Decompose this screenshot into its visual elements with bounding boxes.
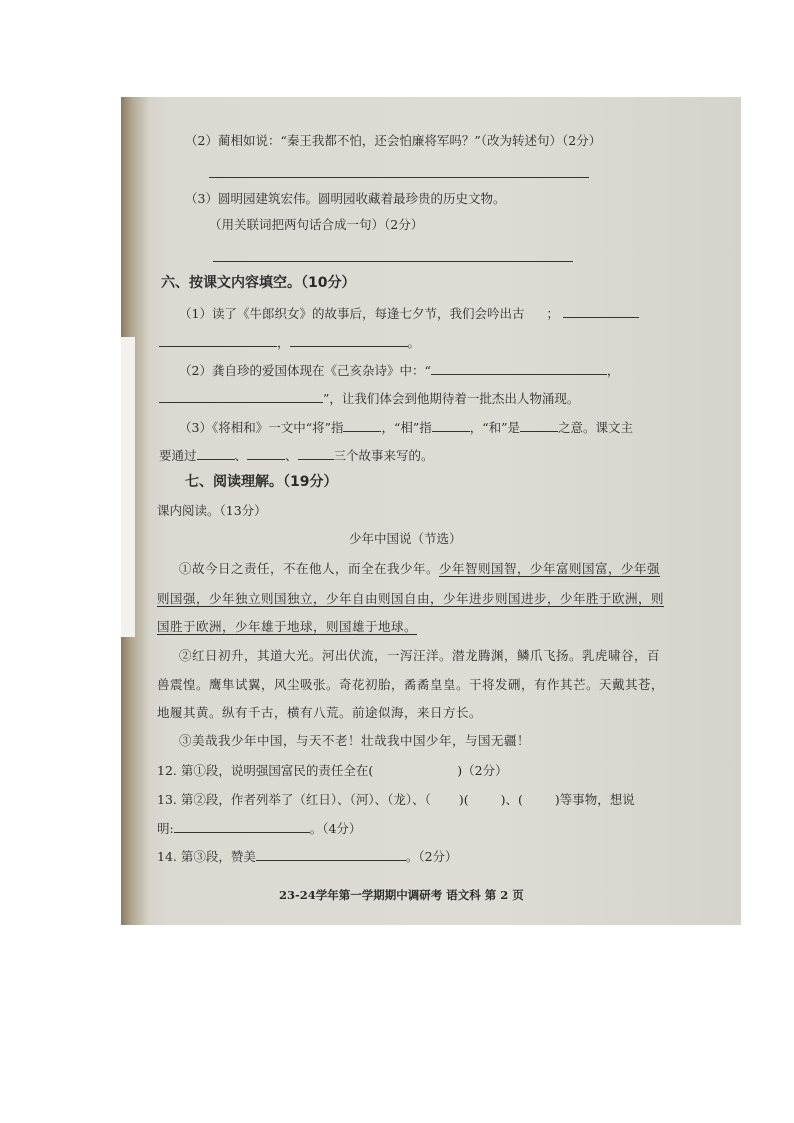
s6-q3-blank-6[interactable] <box>298 447 334 460</box>
section-6-title: 六、按课文内容填空。（10分） <box>161 275 356 291</box>
s6-q1-semicolon: ； <box>546 306 559 321</box>
s6-q3-sep-2: 、 <box>285 448 298 463</box>
q14-blank[interactable] <box>256 848 406 861</box>
s6-q1-blank-1[interactable] <box>563 305 639 318</box>
passage-p3-line1: ③美哉我少年中国，与天不老！壮哉我中国少年，与国无疆！ <box>179 733 531 748</box>
s6-q1-blank-3[interactable] <box>290 334 408 347</box>
question-3-text: （3）圆明园建筑宏伟。圆明园收藏着最珍贵的历史文物。 <box>185 191 506 206</box>
s6-q1-blank-2[interactable] <box>159 334 277 347</box>
page-fold <box>121 337 135 637</box>
q12-score: )（2分） <box>457 763 508 778</box>
q13-sep-2: )、( <box>500 792 523 807</box>
s6-q2-line <box>179 361 619 379</box>
q14-text: 14. 第③段，赞美 <box>157 849 256 864</box>
s6-q3-blank-2[interactable] <box>432 419 470 432</box>
s6-q2-text: （2）龚自珍的爱国体现在《己亥杂诗》中：“ <box>179 363 431 378</box>
answer-line-2[interactable] <box>209 177 589 178</box>
passage-title: 少年中国说（节选） <box>349 531 462 546</box>
passage-p2-line1: ②红日初升，其道大光。河出伏流，一泻汪洋。潜龙腾渊，鳞爪飞扬。乳虎啸谷，百 <box>179 648 661 663</box>
p1-line1-plain: ①故今日之责任，不在他人，而全在我少年。 <box>179 561 440 576</box>
passage-p1-line1 <box>179 559 660 577</box>
s6-q3-blank-5[interactable] <box>247 447 285 460</box>
s6-q3-blank-4[interactable] <box>197 447 235 460</box>
p1-line1-underlined: 少年智则国智，少年富则国富，少年强 <box>439 561 661 576</box>
s6-q3-line <box>179 418 633 436</box>
s6-q3-line-2 <box>159 446 434 464</box>
s6-q3-text-e: 要通过 <box>159 448 197 463</box>
q12-line <box>157 761 508 779</box>
s6-q1-line <box>179 304 639 322</box>
s6-q2-blank-1[interactable] <box>431 362 607 375</box>
q13-blank[interactable] <box>174 820 310 833</box>
q14-score: 。（2分） <box>405 849 458 864</box>
section-7-title: 七、阅读理解。（19分） <box>185 474 338 490</box>
q13-text-e: 明: <box>157 821 174 836</box>
page-footer: 23-24学年第一学期期中调研考 语文科 第 2 页 <box>279 888 524 902</box>
s6-q1-end: 。 <box>407 335 421 350</box>
s6-q2-line-2 <box>159 389 579 407</box>
s6-q3-blank-1[interactable] <box>343 419 381 432</box>
q13-line-2 <box>157 819 361 837</box>
s6-q3-text-b: ，“相”指 <box>381 420 432 435</box>
s6-q2-comma: ， <box>606 363 620 378</box>
q13-sep-1: )( <box>458 792 469 807</box>
s6-q3-blank-3[interactable] <box>520 419 558 432</box>
s6-q1-line-2: ， 。 <box>159 333 420 351</box>
question-3-instruction: （用关联词把两句话合成一句）（2分） <box>209 217 424 232</box>
s6-q1-text: （1）读了《牛郎织女》的故事后，每逢七夕节，我们会吟出古 <box>179 306 525 321</box>
s6-q3-text-f: 三个故事来写的。 <box>333 448 434 463</box>
s6-q3-text-c: ，“和”是 <box>469 420 521 435</box>
q12-text: 12. 第①段，说明强国富民的责任全在( <box>157 763 374 778</box>
q13-text-end: )等事物，想说 <box>554 792 635 807</box>
passage-p1-line3: 国胜于欧洲，少年雄于地球，则国雄于地球。 <box>157 619 418 634</box>
passage-p1-line2: 则国强，少年独立则国独立，少年自由则国自由，少年进步则国进步，少年胜于欧洲，则 <box>157 591 665 606</box>
s6-q3-text-d: 之意。课文主 <box>558 420 634 435</box>
s6-q3-text-a: （3）《将相和》一文中“将”指 <box>179 420 344 435</box>
q14-line <box>157 847 458 865</box>
s6-q2-text-2: ”，让我们体会到他期待着一批杰出人物涌现。 <box>323 391 580 406</box>
question-2-text: （2）蔺相如说：“秦王我都不怕，还会怕廉将军吗？”（改为转述句）（2分） <box>185 133 602 148</box>
s6-q2-blank-2[interactable] <box>159 390 323 403</box>
s6-q3-sep-1: 、 <box>234 448 248 463</box>
exam-page-photo <box>121 97 741 925</box>
passage-p2-line3: 地履其黄。纵有千古，横有八荒。前途似海，来日方长。 <box>157 705 483 720</box>
q13-score: 。（4分） <box>309 821 362 836</box>
q13-text: 13. 第②段，作者列举了（红日）、（河）、（龙）、（ <box>157 792 431 807</box>
q13-line <box>157 790 635 808</box>
answer-line-3[interactable] <box>213 261 573 262</box>
passage-p2-line2: 兽震惶。鹰隼试翼，风尘吸张。奇花初胎，矞矞皇皇。干将发硎，有作其芒。天戴其苍， <box>157 677 665 692</box>
reading-label: 课内阅读。（13分） <box>157 503 267 518</box>
